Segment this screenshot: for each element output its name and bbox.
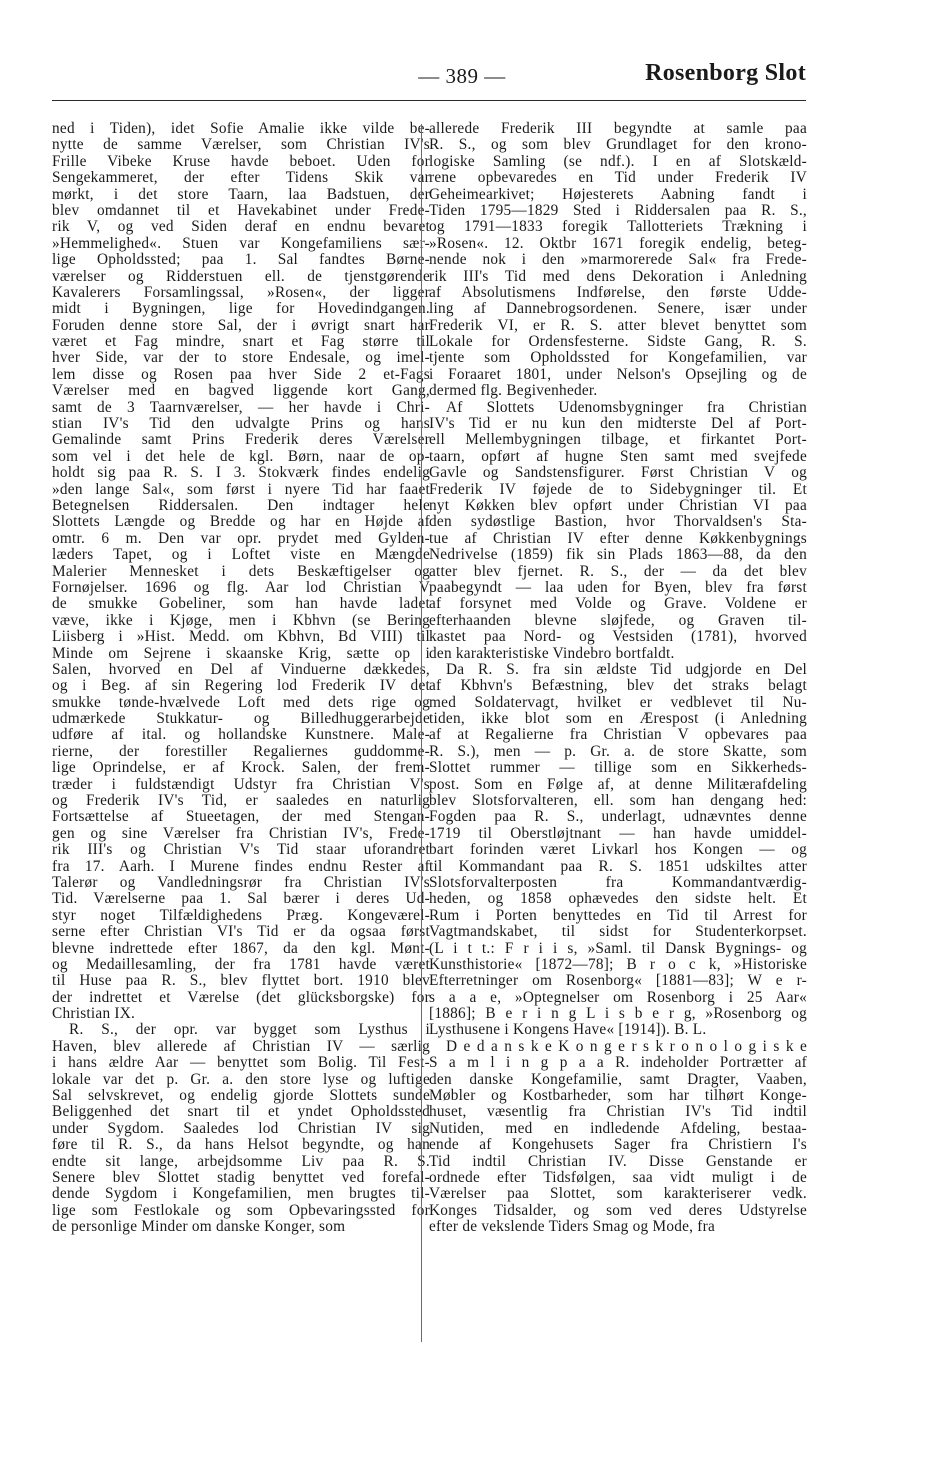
text-line: S a m l i n g p a a R. indeholder Portrætter af xyxy=(429,1054,807,1072)
text-line: styr noget Tilfældighedens Præg. Kongeværel- xyxy=(52,906,430,924)
text-line: Minde om Sejrene i skaanske Krig, sætte op i xyxy=(52,644,430,662)
page-header xyxy=(52,60,806,96)
text-line: midt i Bygningen, lige for Hovedindgangen. xyxy=(52,300,430,318)
text-line: bart forinden været Livkarl hos Kongen — og xyxy=(429,841,807,859)
text-line: dermed flg. Begivenheder. xyxy=(429,382,598,400)
text-line: Tid. Værelserne paa 1. Sal bærer i deres Ud- xyxy=(52,890,430,908)
text-line: den danske Kongefamilie, samt Dragter, Vaaben, xyxy=(429,1070,807,1088)
text-line: væve, ikke i Kjøge, men i Kbhvn (se Bering xyxy=(52,611,430,629)
text-line: ende af Kongehusets Sager fra Christiern I's xyxy=(429,1136,807,1154)
text-line: Nedrivelse (1859) fik sin Plads 1863—88, da den xyxy=(429,546,807,564)
text-line: rik III's Tid med dens Dekoration i Anledning xyxy=(429,267,807,285)
text-line: og 1791—1833 foregik Tallotteriets Trækning i xyxy=(429,218,807,236)
text-line: Salen, hvorved en Del af Vinduerne dækkedes, xyxy=(52,660,430,678)
text-line: Frederik VI, er R. S. atter blevet benyttet som xyxy=(429,316,807,334)
text-line: Af Slottets Udenomsbygninger fra Christian xyxy=(446,398,807,416)
text-line: gen og sine Værelser fra Christian IV's, Frede- xyxy=(52,824,430,842)
text-line: de smukke Gobeliner, som han havde ladet xyxy=(52,595,430,613)
text-line: lokale var det p. Gr. a. den store lyse og luftige xyxy=(52,1070,430,1088)
text-line: Rum i Porten benyttedes en Tid til Arrest for xyxy=(429,906,807,924)
text-line: allerede Frederik III begyndte at samle paa xyxy=(429,120,807,137)
text-line: læders Tapet, og i Loftet viste en Mængde xyxy=(52,546,430,564)
text-line: rene opbevaredes en Tid under Frederik IV xyxy=(429,169,807,187)
text-line: Liisberg i »Hist. Medd. om Kbhvn, Bd VIII) til xyxy=(52,628,430,646)
text-line: og Medaillesamling, der fra 1781 havde været xyxy=(52,955,430,973)
text-line: værelser og Ridderstuen ell. de tjenstgørende xyxy=(52,267,430,285)
text-line: [1886]; B e r i n g L i s b e r g, »Rosenborg og xyxy=(429,1005,807,1023)
text-line: Beliggenhed det snart til et yndet Opholdssted xyxy=(52,1103,430,1121)
text-line: dende Sygdom i Kongefamilien, men brugtes til- xyxy=(52,1185,430,1203)
text-line: Sal selvskrevet, og endelig gjorde Slottets sunde xyxy=(52,1087,430,1105)
text-line: smukke tønde-hvælvede Loft med dets rige og xyxy=(52,693,430,711)
text-line: Lysthusene i Kongens Have« [1914]). B. L. xyxy=(429,1021,707,1039)
text-line: huset, væsentlig fra Christian IV's Tid indtil xyxy=(429,1103,807,1121)
text-line: D e d a n s k e K o n g e r s k r o n o l o g i s k e xyxy=(446,1037,807,1055)
text-line: (L i t t.: F r i i s, »Saml. til Dansk Bygnings- og xyxy=(429,939,807,957)
text-line: og i Beg. af sin Regering lod Frederik IV det xyxy=(52,677,430,695)
text-line: Betegnelsen Riddersalen. Den indtager hele xyxy=(52,496,430,514)
text-line: blev Slotsforvalteren, ell. som han dengang hed: xyxy=(429,792,807,810)
text-line: post. Som en Følge af, at denne Militærafdeling xyxy=(429,775,807,793)
text-line: været et Fag mindre, snart et Fag større til xyxy=(52,333,430,351)
page-number: — 389 — xyxy=(418,64,506,88)
text-line: IV's Tid er nu kun den midterste Del af Port- xyxy=(429,415,807,433)
text-line: nende nok i den »marmorerede Sal« fra Frede- xyxy=(429,251,807,269)
text-line: fra 17. Aarh. I Murene findes endnu Rester af xyxy=(52,857,430,875)
text-line: ell Mellembygningen tilbage, et firkantet Port- xyxy=(429,431,807,449)
text-line: som vel i det hele de kgl. Børn, naar de op- xyxy=(52,447,430,465)
text-line: den karakteristiske Vindebro bortfaldt. xyxy=(429,644,675,662)
text-line: Værelser med en bagved liggende kort Gang, xyxy=(52,382,430,400)
text-line: der indrettet et Værelse (det glücksborgske) for xyxy=(52,988,430,1006)
text-line: Frille Vibeke Kruse havde beboet. Uden for xyxy=(52,152,430,170)
text-line: Lokale for Ordensfesterne. Sidste Gang, R. S. xyxy=(429,333,807,351)
text-line: Gemalinde samt Prins Frederik deres Værelser xyxy=(52,431,430,449)
text-line: ling af Dannebrogsordenen. Senere, især under xyxy=(429,300,807,318)
text-line: rik V, og ved Siden deraf en endnu bevaret xyxy=(52,218,430,236)
text-line: 1719 til Oberstløjtnant — han havde umiddel- xyxy=(429,824,807,842)
text-line: Da R. S. fra sin ældste Tid udgjorde en Del xyxy=(446,660,807,678)
text-line: lige Opholdssted; paa 1. Sal fandtes Børne- xyxy=(52,251,430,269)
text-line: R. S., der opr. var bygget som Lysthus i xyxy=(69,1021,430,1039)
text-line: kastet paa Nord- og Vestsiden (1781), hvorved xyxy=(429,628,807,646)
text-line: s a a e, »Optegnelser om Rosenborg i 25 Aar« xyxy=(429,988,807,1006)
text-line: Malerier Mennesket i dets Beskæftigelser og xyxy=(52,562,430,580)
text-line: Christian IX. xyxy=(52,1005,136,1023)
text-line: med Soldatervagt, hvilket er vedblevet til Nu- xyxy=(429,693,807,711)
text-line: paabegyndt — laa uden for Byen, blev fra først xyxy=(429,578,807,596)
text-line: Slottets Længde og Bredde og har en Højde af xyxy=(52,513,430,531)
text-line: Talerør og Vandledningsrør fra Christian IV's xyxy=(52,873,430,891)
text-line: Fogden paa R. S., underlagt, udnævntes denne xyxy=(429,808,807,826)
text-line: »den lange Sal«, som først i nyere Tid har faaet xyxy=(52,480,430,498)
text-line: R. S.), men — p. Gr. a. de store Skatte, som xyxy=(429,742,807,760)
text-line: Geheimearkivet; Højesterets Aabning fandt i xyxy=(429,185,807,203)
text-line: ned i Tiden), idet Sofie Amalie ikke vilde be- xyxy=(52,120,430,137)
text-line: R. S., og som blev Grundlaget for den krono- xyxy=(429,136,807,154)
text-line: tiden, ikke blot som en Ærespost (i Anledning xyxy=(429,710,807,728)
text-line: efterhaanden blevne sløjfede, og Graven til- xyxy=(429,611,807,629)
text-line: den sydøstlige Bastion, hvor Thorvaldsen's Sta- xyxy=(429,513,807,531)
text-line: Nutiden, med en indledende Afdeling, bestaa- xyxy=(429,1119,807,1137)
text-line: til Kommandant paa R. S. 1851 udskiltes atter xyxy=(429,857,807,875)
text-line: Kavalerers Forsamlingssal, »Rosen«, der ligger xyxy=(52,283,430,301)
text-line: til Huse paa R. S., blev flyttet bort. 1910 blev xyxy=(52,972,430,990)
text-line: Foruden denne store Sal, der i øvrigt snart har xyxy=(52,316,430,334)
text-line: Slottet rummer — tillige som en Sikkerheds- xyxy=(429,759,807,777)
text-line: af Absolutismens Indførelse, den første Udde- xyxy=(429,283,807,301)
text-line: tjente som Opholdssted for Kongefamilien, var xyxy=(429,349,807,367)
left-column xyxy=(52,121,430,1236)
text-line: de personlige Minder om danske Konger, som xyxy=(52,1218,346,1236)
text-line: og Frederik IV's Tid, er saaledes en naturlig xyxy=(52,792,430,810)
text-line: Slotsforvalterposten fra Kommandantværdig- xyxy=(429,873,807,891)
text-line: Tiden 1795—1829 Sted i Riddersalen paa R. S., xyxy=(429,201,807,219)
text-line: efter de vekslende Tiders Smag og Mode, fra xyxy=(429,1218,716,1236)
text-line: Frederik IV føjede de to Sidebygninger til. Et xyxy=(429,480,807,498)
column-divider xyxy=(421,124,422,1342)
text-line: træder i fuldstændigt Udstyr fra Christian V's xyxy=(52,775,430,793)
text-line: blevne indrettede efter 1867, da den kgl. Mønt- xyxy=(52,939,430,957)
text-line: i hans ældre Aar — benyttet som Bolig. Til Fest- xyxy=(52,1054,430,1072)
text-line: af forsynet med Volde og Grave. Voldene er xyxy=(429,595,807,613)
text-line: Senere blev Slottet stadig benyttet ved forefal- xyxy=(52,1169,430,1186)
text-line: Kunsthistorie« [1872—78]; B r o c k, »Historiske xyxy=(429,955,807,973)
text-line: Gavle og Sandstensfigurer. Først Christian V og xyxy=(429,464,807,482)
text-line: holdt sig paa R. S. I 3. Stokværk findes endelig xyxy=(52,464,430,482)
text-line: Fortsættelse af Stueetagen, der med Stengan- xyxy=(52,808,430,826)
text-line: Efterretninger om Rosenborg« [1881—83]; W e r- xyxy=(429,972,807,990)
text-line: Konges Tidsalder, og som ved deres Udstyrelse xyxy=(429,1201,807,1219)
text-line: nytte de samme Værelser, som Christian IV's xyxy=(52,136,430,154)
text-line: rierne, der forestiller Regaliernes guddomme- xyxy=(52,742,430,760)
text-line: Værelser paa Slottet, som karakteriserer vedk. xyxy=(429,1185,807,1203)
text-line: stian IV's Tid den udvalgte Prins og hans xyxy=(52,415,430,433)
text-line: logiske Samling (se ndf.). I en af Slotskæld- xyxy=(429,152,807,170)
header-rule xyxy=(52,100,806,101)
text-line: mørkt, i det store Taarn, laa Badstuen, der xyxy=(52,185,430,203)
text-line: hver Side, var der to store Endesale, og imel- xyxy=(52,349,430,367)
text-line: heden, og 1858 ophævedes den sidste helt. Et xyxy=(429,890,807,908)
text-line: Haven, blev allerede af Christian IV — særlig xyxy=(52,1037,430,1055)
text-line: lige som Festlokale og som Opbevaringssted for xyxy=(52,1201,430,1219)
text-line: blev omdannet til et Havekabinet under Frede- xyxy=(52,201,430,219)
text-line: lige Oprindelse, er af Krock. Salen, der frem- xyxy=(52,759,430,777)
text-line: føre til R. S., da hans Helsot begyndte, og han xyxy=(52,1136,430,1154)
running-head: Rosenborg Slot xyxy=(645,60,806,86)
text-line: Møbler og Kostbarheder, som har tilhørt Konge- xyxy=(429,1087,807,1105)
text-line: omtr. 6 m. Den var opr. prydet med Gylden- xyxy=(52,529,430,547)
text-line: »Rosen«. 12. Oktbr 1671 foregik endelig, beteg- xyxy=(429,234,807,252)
text-line: Fornøjelser. 1696 og flg. Aar lod Christian V xyxy=(52,578,430,596)
text-line: Sengekammeret, der efter Tidens Skik var xyxy=(52,169,430,187)
text-line: udføre af ital. og hollandske Kunstnere. Male- xyxy=(52,726,430,744)
text-line: udmærkede Stukkatur- og Billedhuggerarbejde xyxy=(52,710,430,728)
text-line: af Kbhvn's Befæstning, blev det straks belagt xyxy=(429,677,807,695)
text-line: atter blev fjernet. R. S., der — da det blev xyxy=(429,562,807,580)
text-line: samt de 3 Taarnværelser, — her havde i Chri- xyxy=(52,398,430,416)
text-line: rik III's og Christian V's Tid staar uforandret xyxy=(52,841,430,859)
text-line: »Hemmelighed«. Stuen var Kongefamiliens sær- xyxy=(52,234,430,252)
text-line: taarn, opført af hugne Sten samt med svejfede xyxy=(429,447,807,465)
text-line: af at Regalierne fra Christian V opbevares paa xyxy=(429,726,807,744)
right-column xyxy=(429,121,807,1236)
text-line: nyt Køkken blev opført under Christian VI paa xyxy=(429,496,807,514)
text-line: Tid indtil Christian IV. Disse Genstande er xyxy=(429,1152,807,1170)
text-line: lem disse og Rosen paa hver Side 2 et-Fags xyxy=(52,365,430,383)
text-line: endte sit lange, arbejdsomme Liv paa R. S. xyxy=(52,1152,430,1170)
text-line: under Sygdom. Saaledes lod Christian IV sig xyxy=(52,1119,430,1137)
text-line: Vagtmandskabet, til sidst for Studenterkorpset. xyxy=(429,923,807,941)
text-line: serne efter Christian VI's Tid er da ogsaa først xyxy=(52,923,430,941)
text-line: i Foraaret 1801, under Nelson's Opsejling og de xyxy=(429,365,807,383)
text-line: tue af Christian IV efter denne Køkkenbygnings xyxy=(429,529,807,547)
text-line: ordnede efter Tidsfølgen, saa vidt muligt i de xyxy=(429,1169,807,1186)
